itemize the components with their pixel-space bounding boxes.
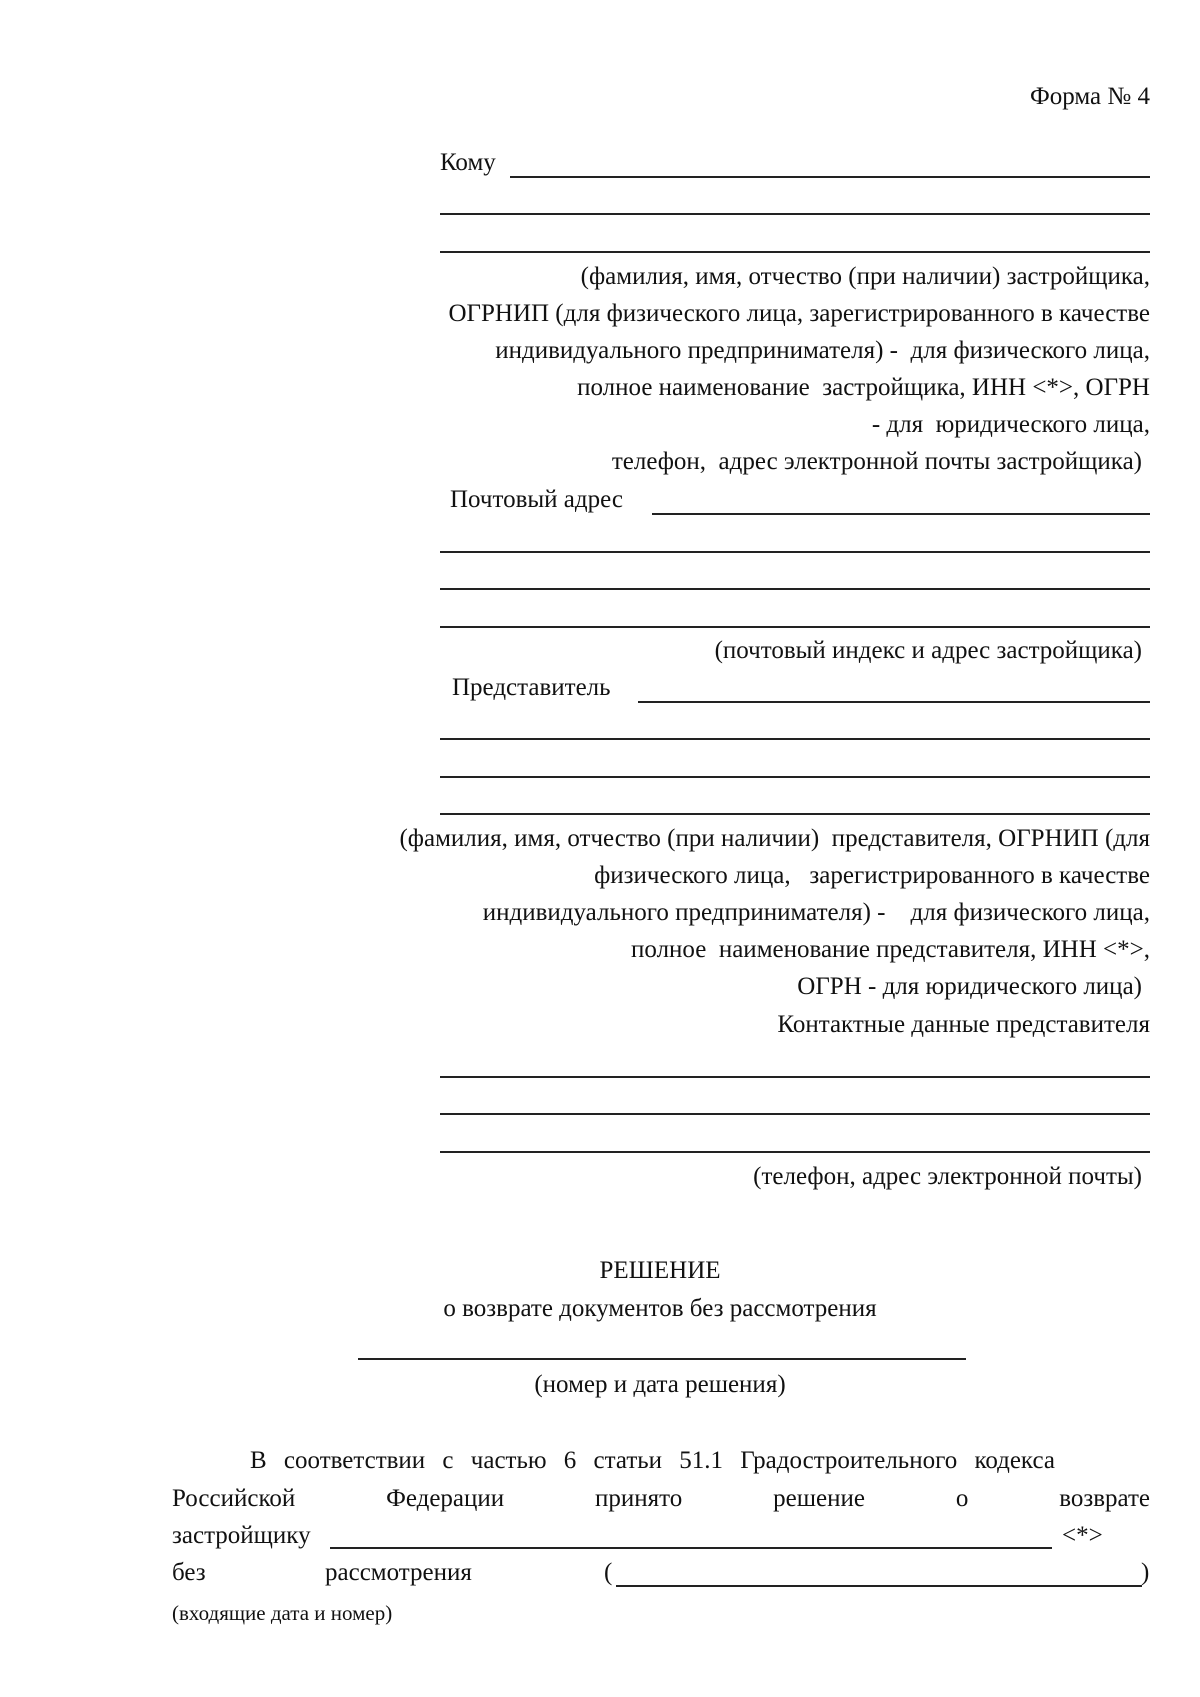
postal-address-field-line-3[interactable] — [440, 588, 1150, 590]
body-line-4-word: рассмотрения — [325, 1559, 472, 1586]
postal-address-field-line-4[interactable] — [440, 626, 1150, 628]
representative-caption-line: (фамилия, имя, отчество (при наличии) представителя, ОГРНИП (для — [399, 825, 1150, 852]
contacts-field-line-3[interactable] — [440, 1151, 1150, 1153]
body-line-4-word: без — [172, 1559, 206, 1586]
body-line-3-suffix: <*> — [1062, 1522, 1103, 1549]
representative-field-line-2[interactable] — [440, 738, 1150, 740]
body-word: решение — [773, 1485, 865, 1512]
contacts-field-line-2[interactable] — [440, 1113, 1150, 1115]
representative-field-line-1[interactable] — [638, 701, 1150, 703]
contacts-caption: (телефон, адрес электронной почты) — [753, 1163, 1142, 1190]
recipient-caption-line: полное наименование застройщика, ИНН <*>, ОГРН — [577, 374, 1150, 401]
postal-address-field-line-1[interactable] — [652, 513, 1150, 515]
representative-label: Представитель — [452, 674, 611, 701]
representative-field-line-3[interactable] — [440, 776, 1150, 778]
postal-address-label: Почтовый адрес — [450, 486, 623, 513]
body-word: Федерации — [386, 1485, 505, 1512]
incoming-caption: (входящие дата и номер) — [172, 1601, 393, 1625]
body-line-1 — [250, 1446, 1150, 1476]
recipient-field-line-1[interactable] — [510, 176, 1150, 178]
recipient-label: Кому — [440, 149, 496, 176]
recipient-field-line-3[interactable] — [440, 251, 1150, 253]
decision-number-caption: (номер и дата решения) — [534, 1371, 786, 1398]
representative-contacts-label: Контактные данные представителя — [777, 1011, 1150, 1038]
representative-caption-line: индивидуального предпринимателя) - для физического лица, — [482, 899, 1150, 926]
representative-caption-line: ОГРН - для юридического лица) — [797, 973, 1142, 1000]
body-line-2 — [172, 1484, 1150, 1514]
recipient-field-line-2[interactable] — [440, 213, 1150, 215]
recipient-caption-line: телефон, адрес электронной почты застройщика) — [611, 448, 1142, 475]
recipient-caption-line: (фамилия, имя, отчество (при наличии) застройщика, — [580, 263, 1150, 290]
representative-field-line-4[interactable] — [440, 813, 1150, 815]
postal-address-field-line-2[interactable] — [440, 551, 1150, 553]
body-line-3-prefix: застройщику — [172, 1522, 311, 1549]
body-word: о — [955, 1485, 969, 1512]
postal-address-caption: (почтовый индекс и адрес застройщика) — [714, 637, 1142, 664]
incoming-date-number-field-line[interactable] — [616, 1585, 1142, 1587]
decision-title: РЕШЕНИЕ — [599, 1257, 721, 1284]
open-paren: ( — [604, 1559, 613, 1586]
recipient-caption-line: ОГРНИП (для физического лица, зарегистрированного в качестве — [448, 300, 1150, 327]
form-number: Форма № 4 — [1030, 83, 1150, 110]
recipient-caption-line: - для юридического лица, — [871, 411, 1150, 438]
body-word: принято — [595, 1485, 683, 1512]
body-line-1-text: В соответствии с частью 6 статьи 51.1 Градостроительного кодекса — [250, 1447, 1055, 1474]
representative-caption-line: полное наименование представителя, ИНН <*>, — [631, 936, 1150, 963]
recipient-caption-line: индивидуального предпринимателя) - для физического лица, — [495, 337, 1150, 364]
body-word: Российской — [172, 1485, 296, 1512]
decision-subtitle: о возврате документов без рассмотрения — [443, 1295, 877, 1322]
body-word: возврате — [1059, 1485, 1150, 1512]
decision-number-field-line[interactable] — [358, 1358, 966, 1360]
contacts-field-line-1[interactable] — [440, 1076, 1150, 1078]
developer-name-field-line[interactable] — [330, 1547, 1052, 1549]
close-paren: ) — [1141, 1559, 1150, 1586]
representative-caption-line: физического лица, зарегистрированного в качестве — [594, 862, 1150, 889]
